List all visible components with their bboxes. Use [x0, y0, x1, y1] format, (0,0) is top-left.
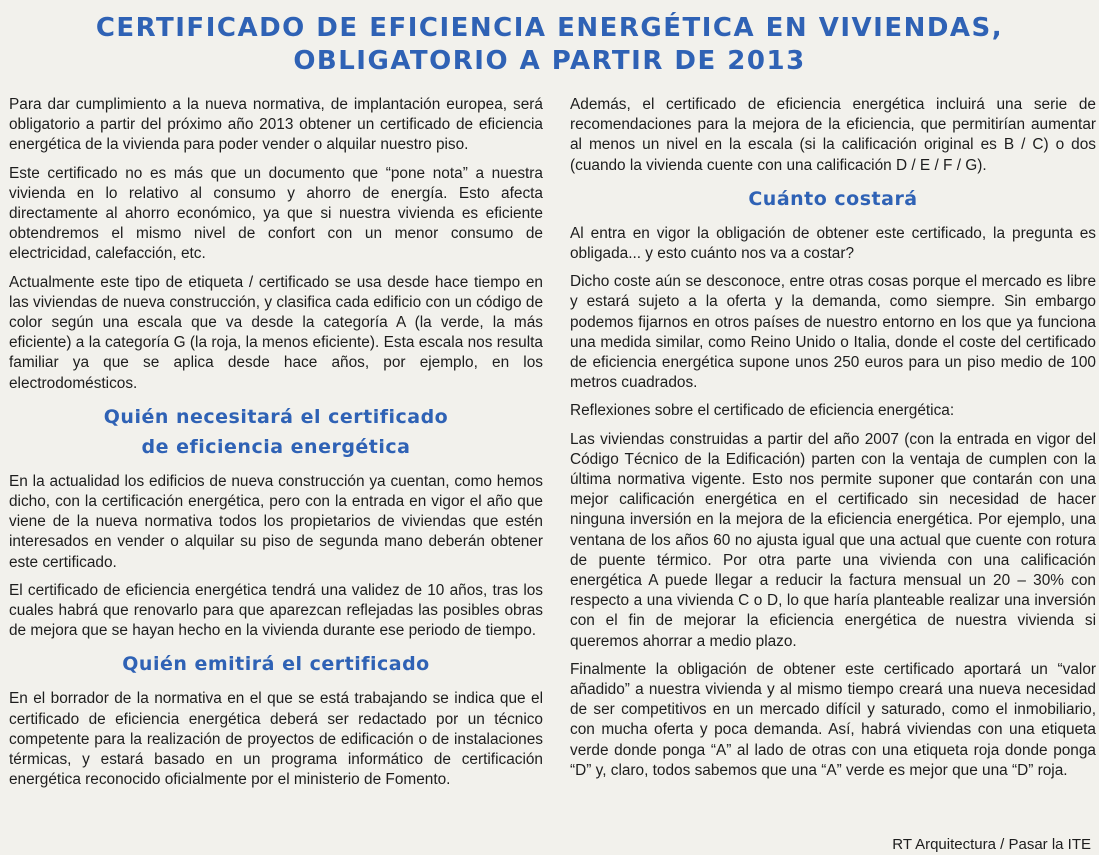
- footer-credit: RT Arquitectura / Pasar la ITE: [892, 836, 1091, 853]
- section-heading-who-issues: Quién emitirá el certificado: [122, 653, 430, 676]
- paragraph: Actualmente este tipo de etiqueta / certificado se usa desde hace tiempo en las viviendas de nueva construcción, y clasifica cada edificio con un código de color según una escala que va desde la categoría A (la verde, la más eficiente) a la categoría G (la roja, la menos eficiente). Esta escala nos resulta familiar ya que se aplica desde hace años, por ejemplo, en los electrodomésticos.: [9, 273, 543, 392]
- paragraph: Finalmente la obligación de obtener este certificado aportará un “valor añadido” a nuestra vivienda y al mismo tiempo creará una nueva necesidad de ser competitivos en un mercado difícil y saturado, como el inmobiliario, con mucha oferta y poca demanda. Así, habrá viviendas con una etiqueta verde donde ponga “A” al lado de otras con una etiqueta roja donde ponga “D” y, claro, todos sabemos que una “A” verde es mejor que una “D” roja.: [570, 660, 1096, 779]
- page-title: [0, 12, 1099, 78]
- title-line-2: OBLIGATORIO A PARTIR DE 2013: [293, 46, 806, 76]
- paragraph: Para dar cumplimiento a la nueva normativa, de implantación europea, será obligatorio a partir del próximo año 2013 obtener un certificado de eficiencia energética de la vivienda para poder vender o alquilar nuestro piso.: [9, 96, 543, 154]
- section-heading-cost: Cuánto costará: [748, 187, 918, 210]
- paragraph: Dicho coste aún se desconoce, entre otras cosas porque el mercado es libre y estará sujeto a la oferta y la demanda, como siempre. Sin embargo podemos fijarnos en otros países de nuestro entorno en los que ya funciona una medida similar, como Reino Unido o Italia, donde el coste del certificado de eficiencia energética supone unos 250 euros para un piso medio de 100 metros cuadrados.: [570, 273, 1096, 392]
- left-column: [9, 95, 543, 798]
- paragraph: En el borrador de la normativa en el que se está trabajando se indica que el certificado de eficiencia energética deberá ser redactado por un técnico competente para la realización de proyectos de edificación o de instalaciones térmicas, y estará basado en un programa informático de certificación energética reconocido oficialmente por el ministerio de Fomento.: [9, 690, 543, 789]
- right-column: [570, 95, 1096, 789]
- paragraph: En la actualidad los edificios de nueva construcción ya cuentan, como hemos dicho, con la certificación energética, pero con la entrada en vigor el año que viene de la nueva normativa todos los propietarios de viviendas que estén interesados en vender o alquilar su piso de segunda mano deberán obtener este certificado.: [9, 472, 543, 571]
- title-line-1: CERTIFICADO DE EFICIENCIA ENERGÉTICA EN VIVIENDAS,: [95, 13, 1004, 43]
- paragraph: El certificado de eficiencia energética tendrá una validez de 10 años, tras los cuales habrá que renovarlo para que aparezcan reflejadas las posibles obras de mejora que se hayan hecho en la vivienda durante ese periodo de tiempo.: [9, 581, 543, 640]
- paragraph: Este certificado no es más que un documento que “pone nota” a nuestra vivienda en lo relativo al consumo y ahorro de energía. Esto afecta directamente al ahorro económico, ya que si nuestra vivienda es eficiente obtendremos el mismo nivel de confort con un menor consumo de electricidad, calefacción, etc.: [9, 164, 543, 263]
- paragraph: Además, el certificado de eficiencia energética incluirá una serie de recomendaciones para la mejora de la eficiencia, que permitirían aumentar al menos un nivel en la escala (si la calificación original es B / C) o dos (cuando la vivienda cuente con una calificación D / E / F / G).: [570, 96, 1096, 174]
- section-heading-who-needs: [9, 402, 543, 462]
- heading-line: Quién necesitará el certificado: [103, 405, 449, 428]
- paragraph: Reflexiones sobre el certificado de eficiencia energética:: [570, 402, 955, 420]
- paragraph: Las viviendas construidas a partir del año 2007 (con la entrada en vigor del Código Técnico de la Edificación) parten con la ventaja de cumplen con la última normativa vigente. Esto nos permite suponer que contarán con una mejor calificación energética en el certificado sin necesidad de hacer ninguna inversión en la mejora de la eficiencia energética. Por ejemplo, una ventana de los años 60 no ajusta igual que una actual que cuente con rotura de puente térmico. Por otra parte una vivienda con una calificación energética A puede llegar a reducir la factura mensual un 20 – 30% con respecto a una vivienda C o D, lo que haría planteable realizar una inversión con el fin de mejorar la eficiencia energética de nuestra vivienda si queremos ahorrar a medio plazo.: [570, 430, 1096, 650]
- paragraph: Al entra en vigor la obligación de obtener este certificado, la pregunta es obligada... y esto cuánto nos va a costar?: [570, 224, 1096, 263]
- heading-line: de eficiencia energética: [141, 435, 411, 458]
